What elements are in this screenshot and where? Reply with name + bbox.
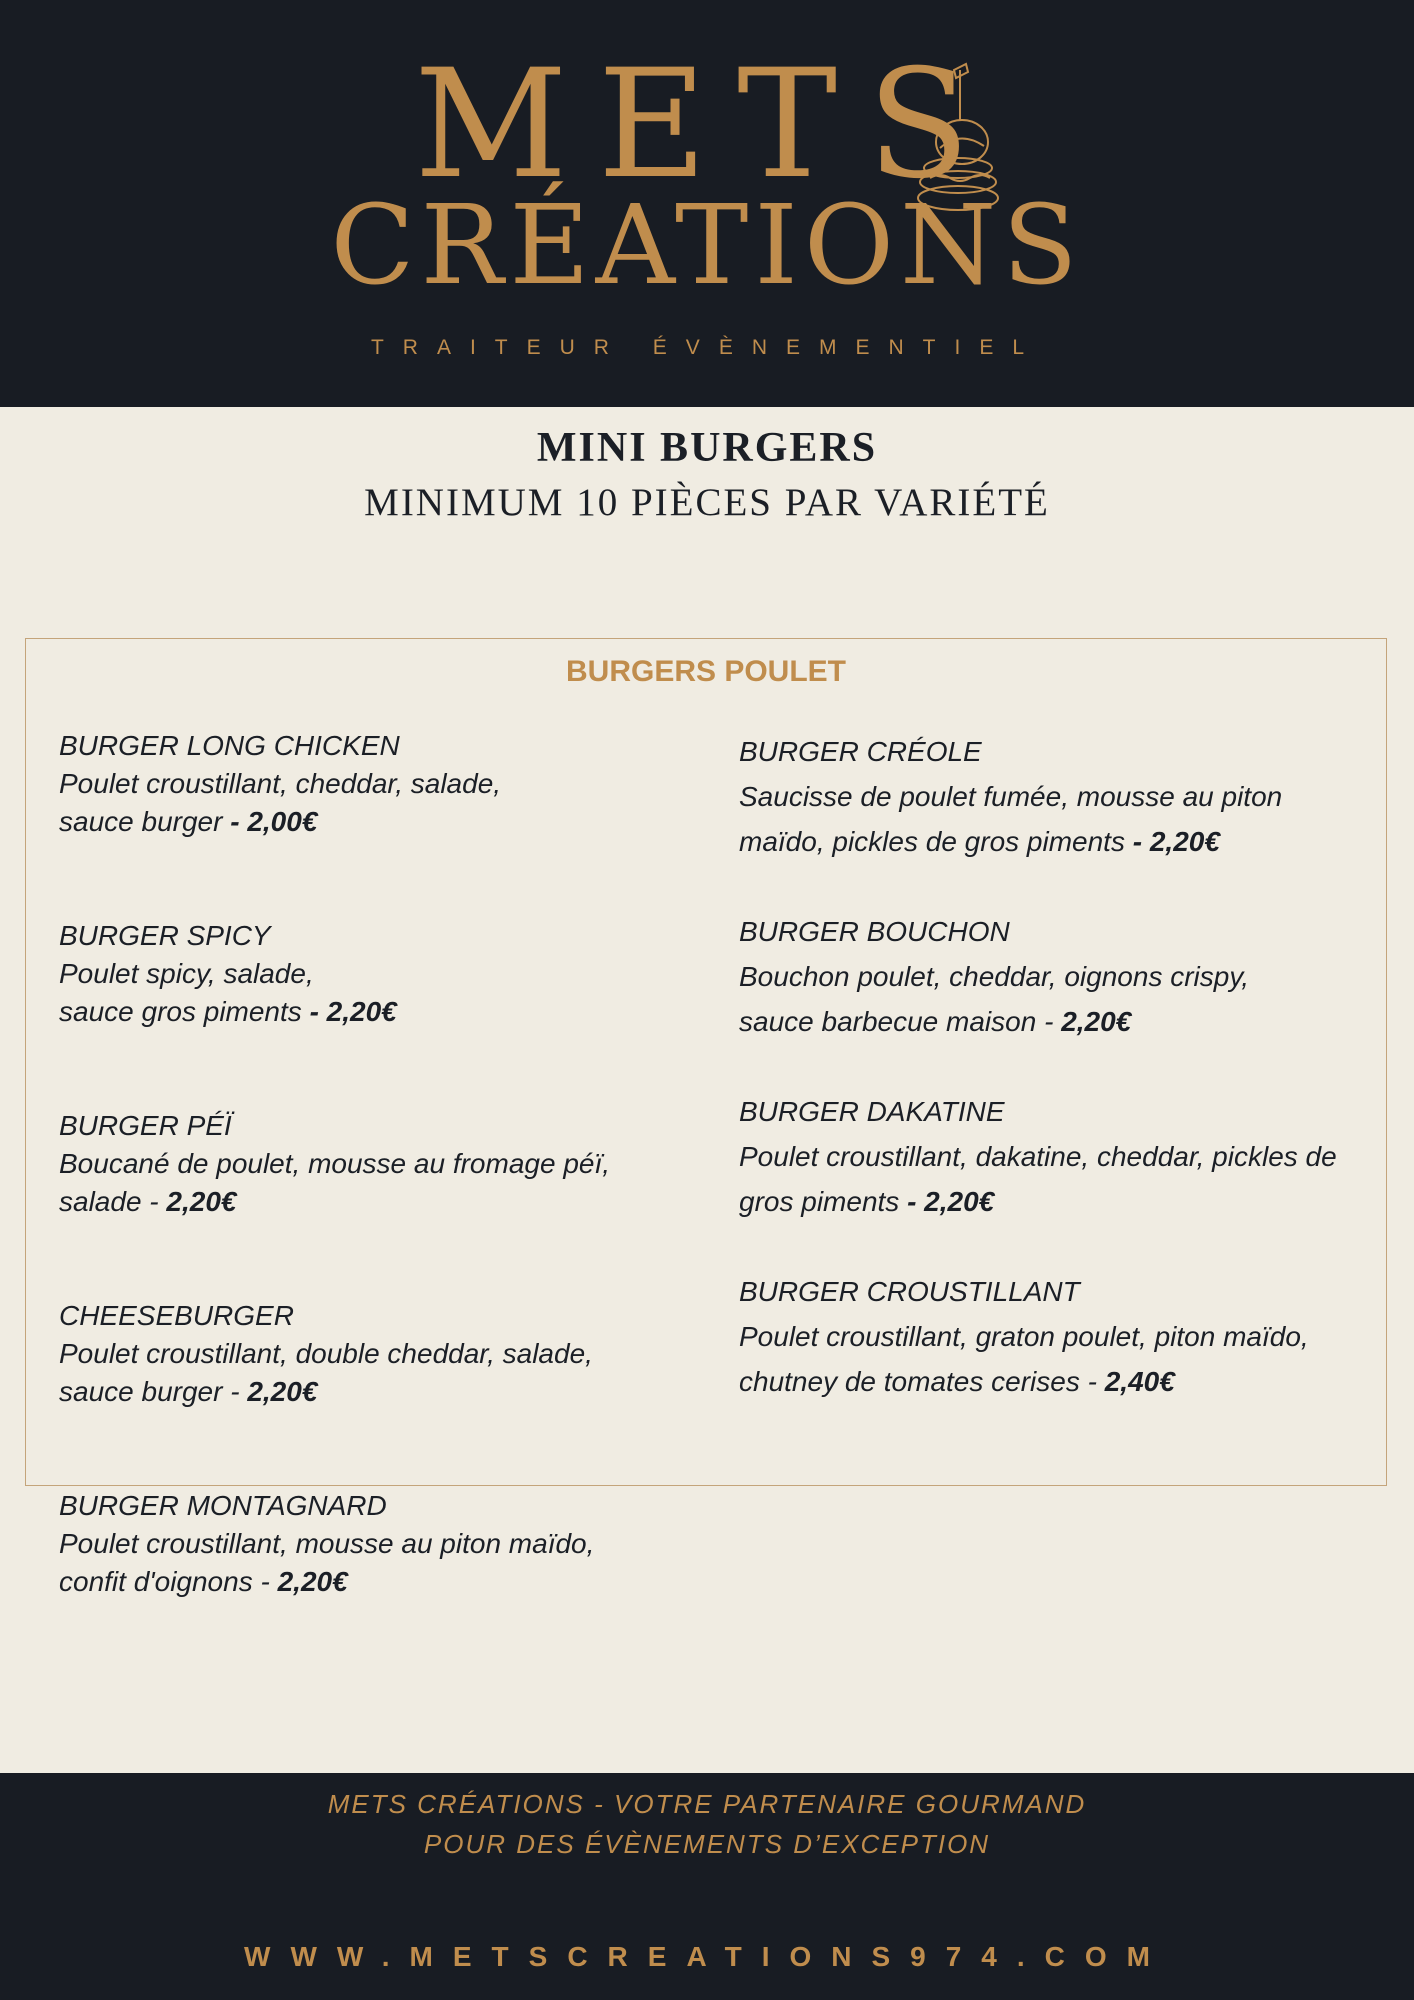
- item-description-line2: [739, 999, 1369, 1044]
- menu-item: [59, 1107, 659, 1221]
- item-description-text: chutney de tomates cerises -: [739, 1366, 1105, 1397]
- item-description-text: maïdo, pickles de gros piments: [739, 826, 1133, 857]
- item-description: Poulet croustillant, double cheddar, salade,: [59, 1338, 593, 1369]
- item-description-line2: [739, 1179, 1369, 1224]
- item-name: BURGER PÉÏ: [59, 1110, 232, 1141]
- item-price: 2,40€: [1104, 1366, 1175, 1397]
- page-title: MINI BURGERS: [536, 425, 878, 471]
- menu-column-right: [739, 729, 1369, 1404]
- item-price: 2,20€: [166, 1186, 237, 1217]
- section-heading: BURGERS POULET: [565, 655, 847, 688]
- footer-slogan-line2: POUR DES ÉVÈNEMENTS D’EXCEPTION: [423, 1829, 991, 1859]
- item-description-line2: [59, 1183, 659, 1221]
- menu-item: [59, 1487, 659, 1601]
- menu-item: [739, 1269, 1369, 1404]
- item-description-line2: [59, 1563, 659, 1601]
- item-description: Boucané de poulet, mousse au fromage péï,: [59, 1148, 611, 1179]
- item-description-text: salade -: [59, 1186, 167, 1217]
- item-description: Poulet croustillant, dakatine, cheddar, pickles de: [739, 1141, 1337, 1172]
- item-price: - 2,20€: [907, 1186, 995, 1217]
- menu-item: [59, 727, 659, 841]
- item-description: Bouchon poulet, cheddar, oignons crispy,: [739, 961, 1250, 992]
- menu-section-box: [25, 638, 1387, 1597]
- item-description: Poulet croustillant, mousse au piton maïdo,: [59, 1528, 595, 1559]
- item-name: BURGER DAKATINE: [739, 1096, 1005, 1127]
- website-link[interactable]: WWW.METSCREATIONS974.COM: [244, 1941, 1170, 1972]
- item-description-line2: [739, 1359, 1369, 1404]
- item-name: BURGER MONTAGNARD: [59, 1490, 387, 1521]
- item-description-text: gros piments: [739, 1186, 908, 1217]
- item-name: BURGER CRÉOLE: [739, 736, 982, 767]
- item-name: BURGER CROUSTILLANT: [739, 1276, 1080, 1307]
- item-description: Saucisse de poulet fumée, mousse au piton: [739, 781, 1283, 812]
- item-description-text: sauce barbecue maison -: [739, 1006, 1062, 1037]
- item-description-text: sauce gros piments: [59, 996, 310, 1027]
- item-description-line2: [59, 1373, 659, 1411]
- item-name: BURGER BOUCHON: [739, 916, 1010, 947]
- menu-column-left: [59, 727, 659, 1601]
- item-description: Poulet croustillant, cheddar, salade,: [59, 768, 502, 799]
- footer-slogan-line1: METS CRÉATIONS - VOTRE PARTENAIRE GOURMAND: [327, 1789, 1087, 1819]
- menu-item: [739, 729, 1369, 864]
- item-name: BURGER SPICY: [59, 920, 271, 951]
- item-price: - 2,20€: [1132, 826, 1220, 857]
- item-price: 2,20€: [277, 1566, 348, 1597]
- item-description: Poulet croustillant, graton poulet, piton maïdo,: [739, 1321, 1309, 1352]
- item-description-text: confit d'oignons -: [59, 1566, 278, 1597]
- menu-item: [59, 1297, 659, 1411]
- menu-item: [59, 917, 659, 1031]
- menu-item: [739, 909, 1369, 1044]
- item-description: Poulet spicy, salade,: [59, 958, 314, 989]
- footer-banner: [0, 1773, 1414, 2000]
- logo-word-mets: METS: [414, 38, 1000, 212]
- item-price: 2,20€: [247, 1376, 318, 1407]
- mini-burger-skewer-icon: [910, 60, 1010, 220]
- logo-word-creations: CRÉATIONS: [330, 181, 1084, 309]
- item-name: CHEESEBURGER: [59, 1300, 294, 1331]
- logo-tagline: TRAITEUR ÉVÈNEMENTIEL: [370, 336, 1044, 359]
- item-description-line2: [739, 819, 1369, 864]
- item-name: BURGER LONG CHICKEN: [59, 730, 400, 761]
- item-price: 2,20€: [1061, 1006, 1132, 1037]
- page-subtitle: MINIMUM 10 PIÈCES PAR VARIÉTÉ: [364, 481, 1050, 524]
- item-price: - 2,00€: [230, 806, 318, 837]
- item-description-line2: [59, 993, 659, 1031]
- item-description-text: sauce burger: [59, 806, 231, 837]
- item-description-line2: [59, 803, 659, 841]
- menu-item: [739, 1089, 1369, 1224]
- item-price: - 2,20€: [309, 996, 397, 1027]
- item-description-text: sauce burger -: [59, 1376, 248, 1407]
- header-banner: [0, 0, 1414, 407]
